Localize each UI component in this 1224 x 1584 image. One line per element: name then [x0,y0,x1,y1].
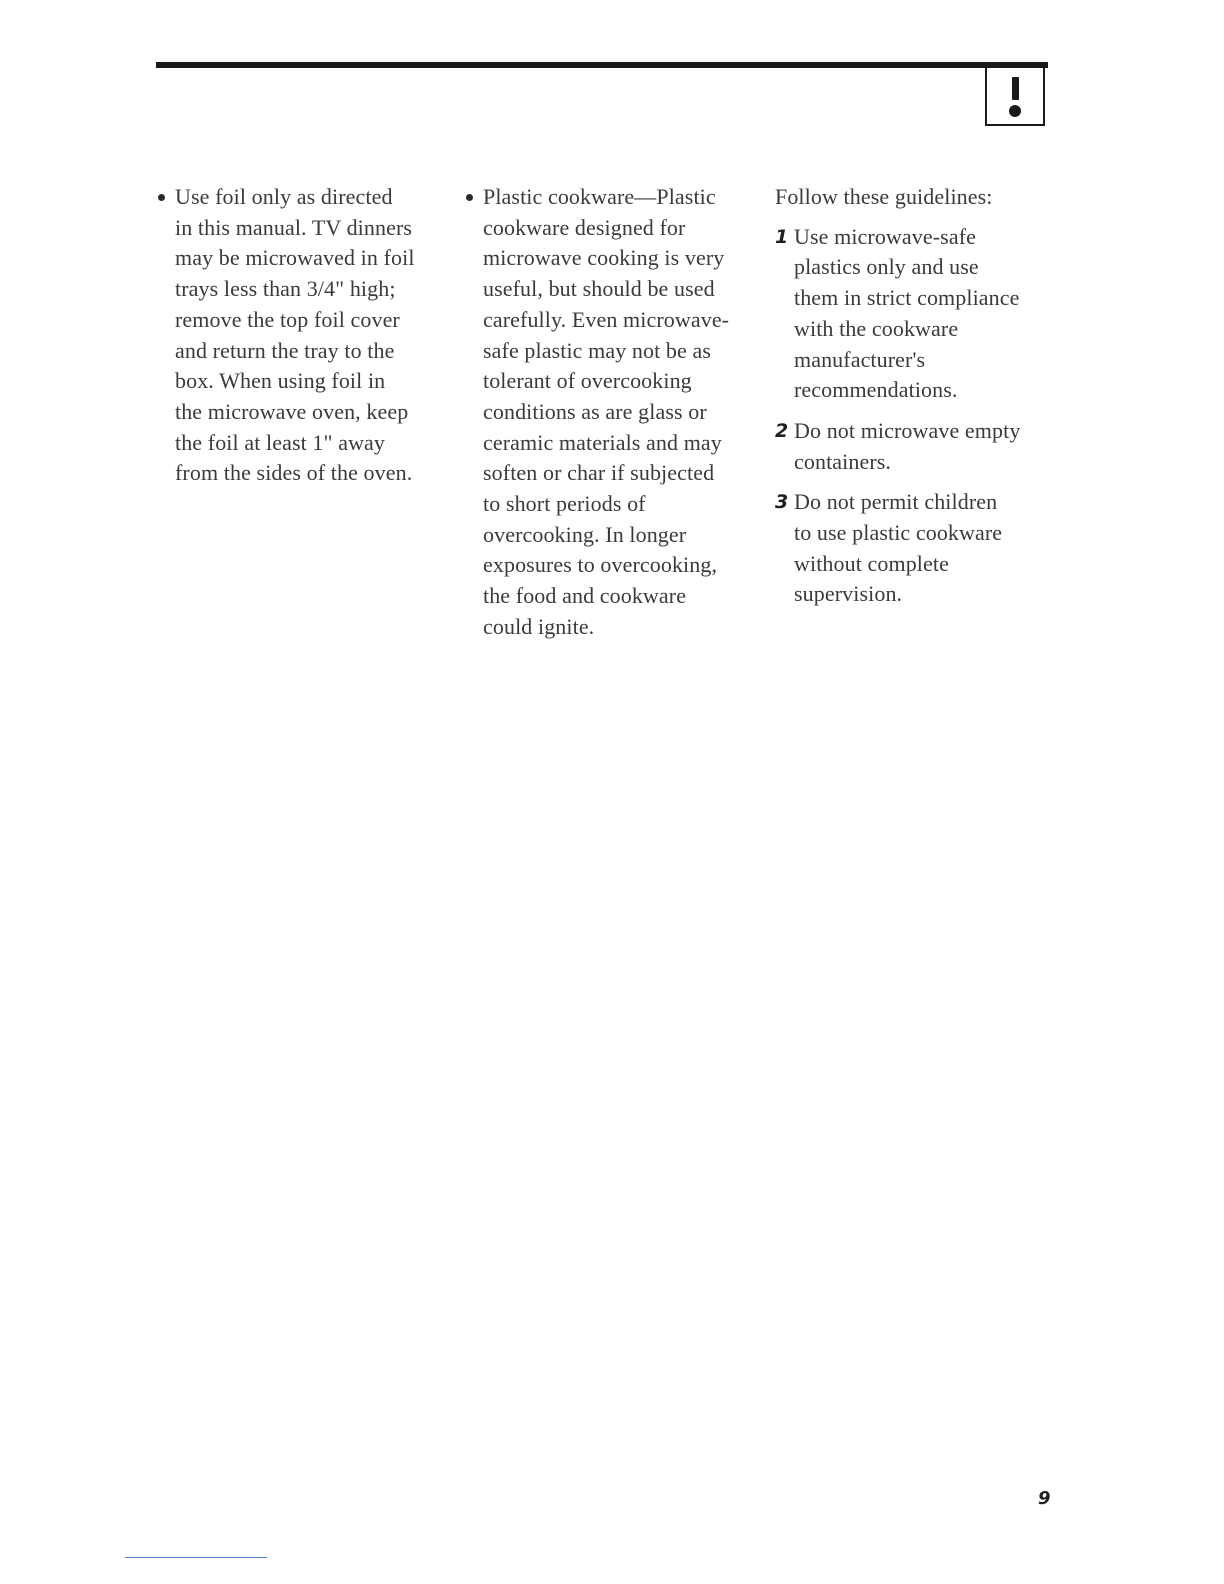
bullet-icon [466,194,473,201]
text-line: with the cookware [794,315,959,341]
warning-icon [985,66,1045,126]
bullet-icon [158,194,165,201]
text-line: Do not microwave empty [794,417,1021,443]
text-line: the microwave oven, keep [175,398,409,424]
text-line: Use foil only as directed [175,184,393,209]
text-line: from the sides of the oven. [175,460,413,486]
text-line: microwave cooking is very [483,245,725,271]
item-number: 3 [775,491,789,514]
text-line: safe plastic may not be as [483,337,712,363]
foil-bullet [158,182,448,489]
column-plastic [466,182,756,643]
text-line: cookware designed for [483,214,686,240]
text-line: plastics only and use [794,254,979,280]
text-line: to short periods of [483,491,646,517]
text-line: trays less than 3/4" high; [175,276,396,302]
text-line: soften or char if subjected [483,460,715,486]
text-line: Do not permit children [794,489,998,515]
text-line: to use plastic cookware [794,520,1003,546]
text-line: and return the tray to the [175,337,395,363]
text-line: overcooking. In longer [483,521,687,547]
column-foil [158,182,448,489]
text-line: manufacturer's [794,346,926,372]
item-number: 1 [775,225,789,248]
text-line: conditions as are glass or [483,398,707,424]
bottom-divider [125,1557,267,1558]
text-line: could ignite. [483,613,595,639]
text-line: recommendations. [794,377,958,403]
guideline-item-3 [775,487,1065,610]
text-line: supervision. [794,581,903,607]
text-line: Plastic cookware—Plastic [483,184,716,209]
plastic-bullet [466,182,756,643]
warning-icon-dot [1009,105,1021,117]
top-rule [156,62,1048,68]
text-line: tolerant of overcooking [483,368,692,394]
text-line: ceramic materials and may [483,429,722,455]
text-line: them in strict compliance [794,285,1020,311]
text-line: exposures to overcooking, [483,552,718,578]
text-line: containers. [794,448,892,474]
page-number: 9 [1038,1488,1051,1509]
text-line: in this manual. TV dinners [175,214,413,240]
text-line: Use microwave-safe [794,223,976,249]
text-line: without complete [794,550,949,576]
text-line: carefully. Even microwave- [483,306,730,332]
text-line: useful, but should be used [483,276,715,302]
text-line: box. When using foil in [175,368,386,394]
text-line: may be microwaved in foil [175,245,415,271]
guideline-item-1 [775,222,1065,406]
guidelines-intro: Follow these guidelines: [775,184,993,209]
text-line: the foil at least 1" away [175,429,386,455]
item-number: 2 [775,419,789,442]
text-line: remove the top foil cover [175,306,400,332]
guideline-item-2 [775,416,1065,477]
warning-icon-bar [1012,77,1019,100]
text-line: the food and cookware [483,583,687,609]
column-guidelines [775,182,1065,620]
